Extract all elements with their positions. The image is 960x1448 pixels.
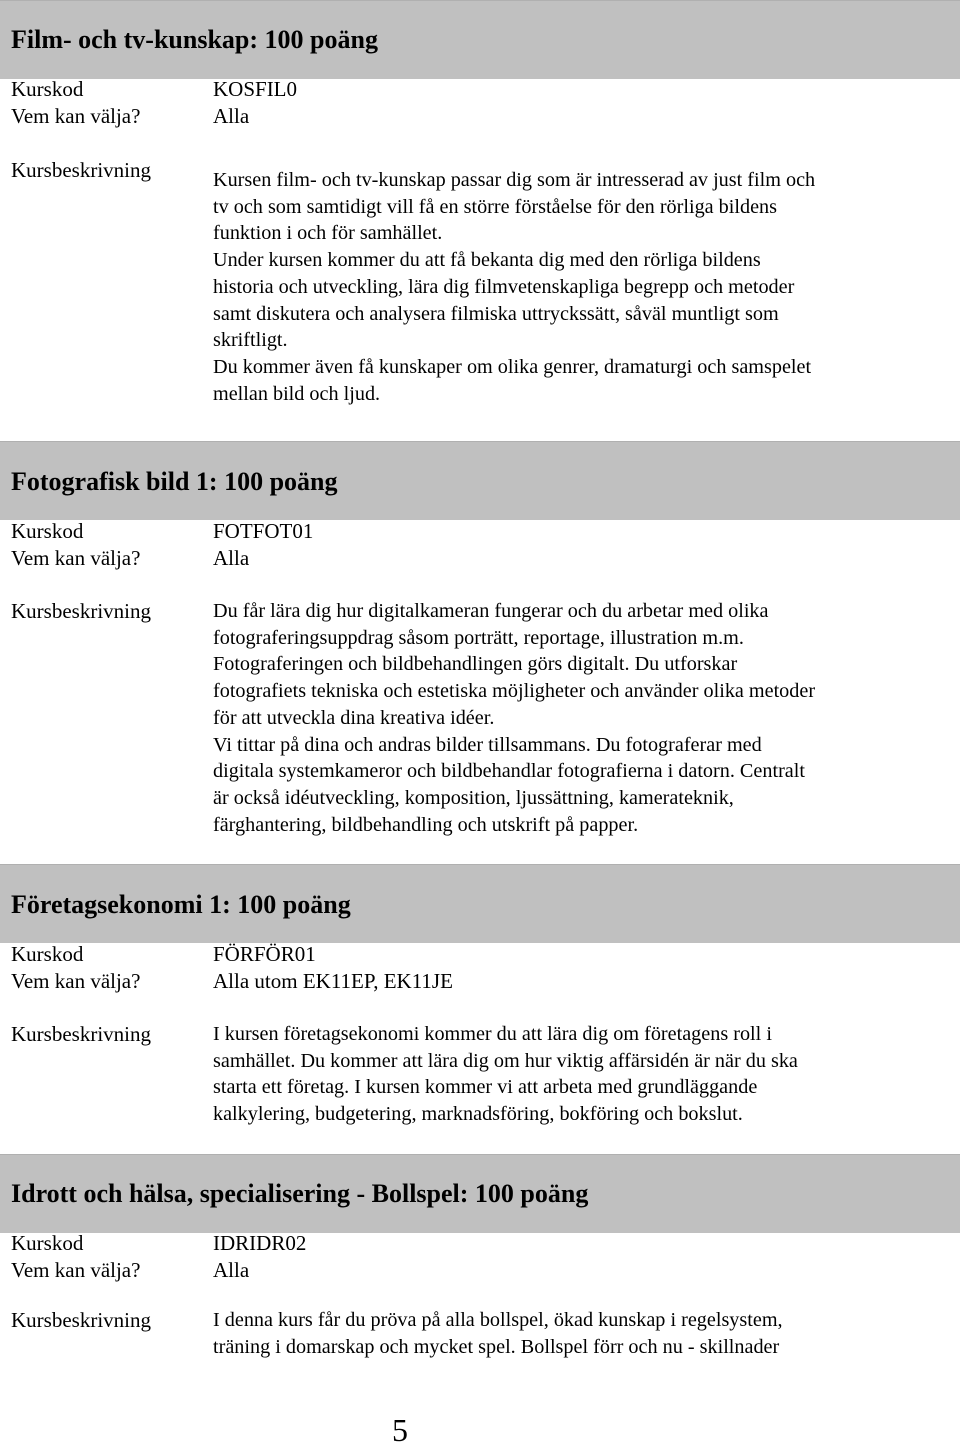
course-header-film bbox=[0, 0, 960, 79]
course-description bbox=[213, 1307, 953, 1360]
course-description bbox=[213, 598, 953, 838]
eligibility-label: Vem kan välja? bbox=[11, 104, 141, 128]
description-line: mellan bild och ljud. bbox=[213, 382, 381, 405]
description-line: fotograferingsuppdrag såsom porträtt, reportage, illustration m.m. bbox=[213, 626, 744, 649]
description-line: fotografiets tekniska och estetiska möjligheter och använder olika metoder bbox=[213, 680, 816, 703]
description-line: Fotograferingen och bildbehandlingen görs digitalt. Du utforskar bbox=[213, 653, 738, 676]
description-line: för att utveckla dina kreativa idéer. bbox=[213, 706, 495, 729]
page-number: 5 bbox=[392, 1412, 408, 1448]
description-line: Du kommer även få kunskaper om olika genrer, dramaturgi och samspelet bbox=[213, 355, 812, 378]
course-code-label: Kurskod bbox=[11, 519, 84, 543]
description-line: Under kursen kommer du att få bekanta dig med den rörliga bildens bbox=[213, 249, 761, 272]
course-title: Företagsekonomi 1: 100 poäng bbox=[11, 890, 351, 919]
course-description bbox=[213, 1021, 953, 1128]
course-header-sports bbox=[0, 1154, 960, 1233]
eligibility-value: Alla bbox=[213, 104, 250, 128]
eligibility-value: Alla bbox=[213, 1258, 250, 1282]
description-line: är också idéutveckling, komposition, ljussättning, kamerateknik, bbox=[213, 786, 734, 809]
description-line: I denna kurs får du pröva på alla bollspel, ökad kunskap i regelsystem, bbox=[213, 1309, 783, 1331]
eligibility-value: Alla bbox=[213, 546, 250, 570]
eligibility-label: Vem kan välja? bbox=[11, 1258, 141, 1282]
description-line: samt diskutera och analysera filmiska uttryckssätt, såväl muntligt som bbox=[213, 302, 779, 325]
course-code: FÖRFÖR01 bbox=[213, 942, 316, 966]
course-header-photo bbox=[0, 441, 960, 520]
course-title: Fotografisk bild 1: 100 poäng bbox=[11, 467, 338, 496]
description-line: samhället. Du kommer att lära dig om hur viktig affärsidén är när du ska bbox=[213, 1049, 798, 1072]
course-code-label: Kurskod bbox=[11, 1231, 84, 1255]
description-line: historia och utveckling, lära dig filmvetenskapliga begrepp och metoder bbox=[213, 275, 795, 298]
course-code-label: Kurskod bbox=[11, 942, 84, 966]
eligibility-value: Alla utom EK11EP, EK11JE bbox=[213, 969, 453, 993]
course-code: IDRIDR02 bbox=[213, 1231, 307, 1255]
description-line: tv och som samtidigt vill få en större förståelse för den rörliga bildens bbox=[213, 195, 777, 218]
description-line: I kursen företagsekonomi kommer du att lära dig om företagens roll i bbox=[213, 1023, 772, 1045]
description-label: Kursbeskrivning bbox=[11, 1022, 151, 1046]
description-label: Kursbeskrivning bbox=[11, 158, 151, 182]
description-label: Kursbeskrivning bbox=[11, 599, 151, 623]
course-header-business bbox=[0, 864, 960, 943]
description-line: digitala systemkameror och bildbehandlar fotografierna i datorn. Centralt bbox=[213, 760, 805, 783]
eligibility-label: Vem kan välja? bbox=[11, 546, 141, 570]
course-code: FOTFOT01 bbox=[213, 519, 314, 543]
description-line: Du får lära dig hur digitalkameran fungerar och du arbetar med olika bbox=[213, 600, 769, 622]
course-code: KOSFIL0 bbox=[213, 77, 298, 101]
description-line: skriftligt. bbox=[213, 329, 288, 352]
description-line: funktion i och för samhället. bbox=[213, 222, 443, 245]
description-line: starta ett företag. I kursen kommer vi att arbeta med grundläggande bbox=[213, 1076, 758, 1099]
course-code-label: Kurskod bbox=[11, 77, 84, 101]
description-line: Kursen film- och tv-kunskap passar dig som är intresserad av just film och bbox=[213, 169, 816, 191]
course-title: Idrott och hälsa, specialisering - Bollspel: 100 poäng bbox=[11, 1179, 589, 1208]
description-line: Vi tittar på dina och andras bilder tillsammans. Du fotograferar med bbox=[213, 733, 762, 756]
description-label: Kursbeskrivning bbox=[11, 1308, 151, 1332]
course-title: Film- och tv-kunskap: 100 poäng bbox=[11, 25, 378, 54]
description-line: träning i domarskap och mycket spel. Bollspel förr och nu - skillnader bbox=[213, 1335, 780, 1358]
description-line: färghantering, bildbehandling och utskrift på papper. bbox=[213, 813, 639, 836]
eligibility-label: Vem kan välja? bbox=[11, 969, 141, 993]
course-description bbox=[213, 167, 953, 407]
description-line: kalkylering, budgetering, marknadsföring, bokföring och bokslut. bbox=[213, 1103, 743, 1126]
